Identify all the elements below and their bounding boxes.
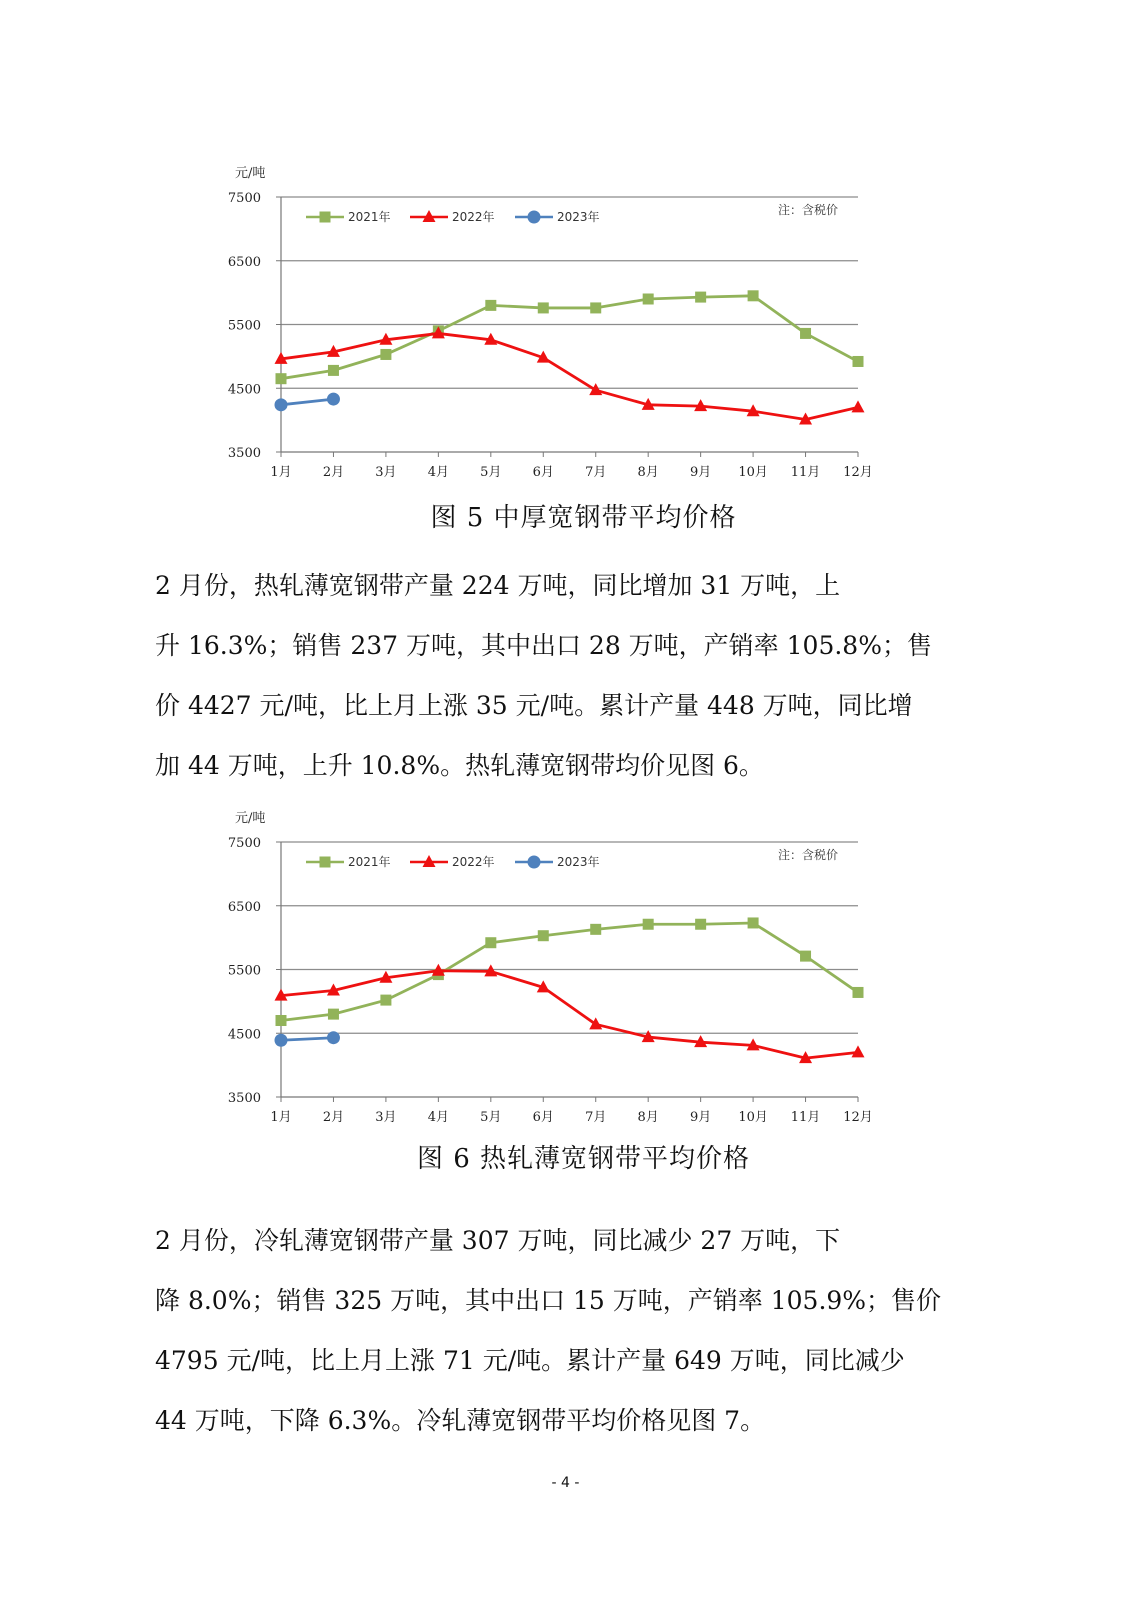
data-point — [485, 300, 496, 311]
legend-marker — [528, 211, 541, 224]
x-tick-label: 6月 — [532, 1110, 554, 1125]
data-point — [643, 294, 654, 305]
data-point — [643, 919, 654, 930]
legend-label: 2022年 — [452, 855, 495, 869]
x-tick-label: 7月 — [585, 1110, 607, 1125]
y-tick-label: 4500 — [227, 1027, 261, 1043]
legend-marker — [528, 856, 541, 869]
series-line — [281, 1038, 333, 1041]
legend-marker — [320, 212, 331, 223]
data-point — [276, 1015, 287, 1026]
chart-5-svg — [0, 155, 1131, 500]
x-tick-label: 12月 — [843, 465, 873, 480]
x-tick-label: 8月 — [637, 465, 659, 480]
data-point — [380, 349, 391, 360]
data-point — [800, 951, 811, 962]
data-point — [275, 1034, 288, 1047]
data-point — [380, 995, 391, 1006]
x-tick-label: 5月 — [480, 465, 502, 480]
data-point — [276, 373, 287, 384]
paragraph-cold-rolled — [155, 1211, 955, 1451]
legend-label: 2023年 — [557, 210, 600, 224]
paragraph-line: 2 月份，热轧薄宽钢带产量 224 万吨，同比增加 31 万吨，上 — [155, 571, 841, 600]
x-tick-label: 3月 — [375, 465, 397, 480]
x-tick-label: 9月 — [689, 1110, 712, 1125]
x-tick-label: 3月 — [375, 1110, 397, 1125]
x-tick-label: 6月 — [532, 465, 554, 480]
y-axis-unit: 元/吨 — [235, 166, 266, 181]
legend-label: 2023年 — [557, 855, 600, 869]
paragraph-line: 升 16.3%；销售 237 万吨，其中出口 28 万吨，产销率 105.8%；售 — [155, 631, 932, 660]
x-tick-label: 10月 — [738, 465, 768, 480]
series-line — [281, 333, 858, 419]
paragraph-line: 44 万吨，下降 6.3%。冷轧薄宽钢带平均价格见图 7。 — [155, 1406, 766, 1435]
data-point — [485, 937, 496, 948]
data-point — [800, 328, 811, 339]
x-tick-label: 11月 — [790, 465, 821, 480]
paragraph-line: 降 8.0%；销售 325 万吨，其中出口 15 万吨，产销率 105.9%；售价 — [155, 1286, 942, 1315]
y-tick-label: 3500 — [227, 1091, 261, 1106]
data-point — [327, 393, 340, 406]
legend-label: 2022年 — [452, 210, 495, 224]
series-line — [281, 296, 858, 379]
y-tick-label: 4500 — [227, 382, 261, 398]
chart-6 — [0, 800, 1131, 1145]
data-point — [589, 1017, 602, 1029]
series-line — [281, 971, 858, 1058]
data-point — [695, 292, 706, 303]
chart-6-caption: 图 6 热轧薄宽钢带平均价格 — [416, 1144, 751, 1174]
chart-note: 注：含税价 — [777, 848, 839, 862]
data-point — [695, 919, 706, 930]
legend-marker — [320, 857, 331, 868]
series-line — [281, 399, 333, 405]
data-point — [748, 917, 759, 928]
data-point — [852, 1045, 865, 1057]
paragraph-hot-rolled — [155, 556, 955, 796]
legend-label: 2021年 — [348, 210, 391, 224]
y-tick-label: 7500 — [227, 836, 261, 851]
data-point — [590, 924, 601, 935]
legend-label: 2021年 — [348, 855, 391, 869]
x-tick-label: 12月 — [843, 1110, 873, 1125]
chart-note: 注：含税价 — [777, 203, 839, 217]
chart-5-caption: 图 5 中厚宽钢带平均价格 — [430, 503, 737, 533]
chart-5 — [0, 155, 1131, 500]
y-tick-label: 3500 — [227, 446, 261, 461]
chart-6-svg — [0, 800, 1131, 1145]
x-tick-label: 10月 — [738, 1110, 768, 1125]
paragraph-line: 价 4427 元/吨，比上月上涨 35 元/吨。累计产量 448 万吨，同比增 — [155, 691, 913, 720]
y-axis-unit: 元/吨 — [235, 811, 266, 826]
y-tick-label: 6500 — [227, 899, 261, 915]
data-point — [328, 365, 339, 376]
paragraph-line: 2 月份，冷轧薄宽钢带产量 307 万吨，同比减少 27 万吨，下 — [155, 1226, 841, 1255]
x-tick-label: 1月 — [270, 1110, 292, 1125]
paragraph-line: 加 44 万吨，上升 10.8%。热轧薄宽钢带均价见图 6。 — [155, 751, 764, 780]
y-tick-label: 7500 — [227, 191, 261, 206]
data-point — [538, 930, 549, 941]
x-tick-label: 7月 — [585, 465, 607, 480]
x-tick-label: 4月 — [427, 465, 450, 480]
data-point — [538, 302, 549, 313]
x-tick-label: 8月 — [637, 1110, 659, 1125]
x-tick-label: 1月 — [270, 465, 292, 480]
data-point — [589, 383, 602, 395]
data-point — [275, 398, 288, 411]
y-tick-label: 5500 — [227, 318, 261, 334]
data-point — [853, 356, 864, 367]
page-number: - 4 - — [551, 1475, 580, 1491]
x-tick-label: 11月 — [790, 1110, 821, 1125]
x-tick-label: 9月 — [689, 465, 712, 480]
data-point — [852, 400, 865, 412]
data-point — [748, 290, 759, 301]
y-tick-label: 6500 — [227, 254, 261, 270]
paragraph-line: 4795 元/吨，比上月上涨 71 元/吨。累计产量 649 万吨，同比减少 — [155, 1346, 905, 1375]
data-point — [853, 987, 864, 998]
x-tick-label: 2月 — [322, 465, 345, 480]
data-point — [327, 1031, 340, 1044]
x-tick-label: 2月 — [322, 1110, 345, 1125]
x-tick-label: 5月 — [480, 1110, 502, 1125]
data-point — [590, 302, 601, 313]
data-point — [328, 1009, 339, 1020]
x-tick-label: 4月 — [427, 1110, 450, 1125]
y-tick-label: 5500 — [227, 963, 261, 979]
